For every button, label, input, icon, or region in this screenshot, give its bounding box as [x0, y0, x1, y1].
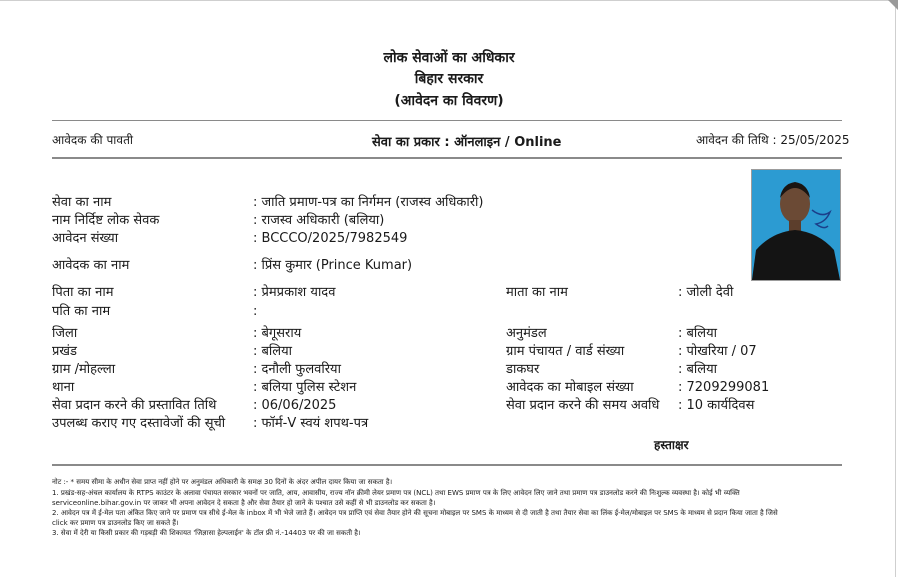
application-no-value: : BCCCO/2025/7982549 — [253, 231, 408, 246]
note-3: 3. सेवा में देरी या किसी प्रकार की गड़बड़ी की शिकायत 'जिज्ञासा हेल्पलाईन' के टॉल फ्री नं.-14403 पर की जा सकती है। — [52, 529, 361, 537]
note-intro: नोट :- * समय सीमा के अधीन सेवा प्राप्त नहीं होने पर अनुमंडल अधिकारी के समक्ष 30 दिनों के अंदर अपील दायर किया जा सकता है। — [52, 478, 393, 486]
service-period-value: : 10 कार्यदिवस — [678, 398, 755, 413]
post-office-value: : बलिया — [678, 362, 718, 377]
service-period-label: सेवा प्रदान करने की समय अवधि — [506, 398, 660, 413]
mother-name-value: : जोली देवी — [678, 285, 734, 300]
page-corner-fold — [888, 0, 898, 10]
note-1-line1: 1. प्रखंड-सह-अंचल कार्यालय के RTPS काउंटर के अलावा पंचायत सरकार भवनों पर जाति, आय, आवासीय, राज्य नॉन क्रीमी लेयर प्रमाण पत्र (NCL) तथा EWS प्रमाण पत्र के लिए आवेदन लिए जाने तथा प्रमाण पत्र डाउनलोड करने की निःशुल्क व्यवस्था है। कोई भी व्यक्ति — [52, 489, 740, 497]
father-name-value: : प्रेमप्रकाश यादव — [253, 285, 336, 300]
police-station-label: थाना — [52, 380, 75, 395]
applicant-photo-image — [752, 170, 840, 280]
husband-name-label: पति का नाम — [52, 304, 111, 319]
header-title-line3: (आवेदन का विवरण) — [394, 93, 504, 109]
note-2-line2: click कर प्रमाण पत्र डाउनलोड किए जा सकते हैं। — [52, 519, 179, 527]
application-no-label: आवेदन संख्या — [52, 231, 119, 246]
block-value: : बलिया — [253, 344, 293, 359]
rule-notes — [52, 464, 842, 466]
applicant-name-value: : प्रिंस कुमार (Prince Kumar) — [253, 258, 413, 273]
application-date: आवेदन की तिथि : 25/05/2025 — [696, 133, 850, 147]
village-value: : दनौली फुलवरिया — [253, 362, 341, 377]
note-2-line1: 2. आवेदन पत्र में ई-मेल पता अंकित किए जाने पर प्रमाण पत्र सीधे ई-मेल के inbox में भी भेजे जाते हैं। आवेदन पत्र प्राप्ति एवं सेवा तैयार होने की सूचना मोबाइल पर SMS के माध्यम से दी जाती है तथा तैयार सेवा का लिंक ई-मेल/मोबाइल पर SMS के माध्यम से प्रदान किया जाता है जिसे — [52, 509, 778, 517]
service-name-label: सेवा का नाम — [52, 195, 112, 210]
signature-label: हस्ताक्षर — [654, 438, 689, 452]
subdivision-value: : बलिया — [678, 326, 718, 341]
proposed-date-value: : 06/06/2025 — [253, 398, 337, 413]
documents-label: उपलब्ध कराए गए दस्तावेजों की सूची — [52, 416, 226, 431]
mobile-value: : 7209299081 — [678, 380, 770, 395]
header-title-line2: बिहार सरकार — [414, 71, 484, 87]
rule-top — [52, 120, 842, 121]
applicant-name-label: आवेदक का नाम — [52, 258, 130, 273]
district-label: जिला — [52, 326, 78, 341]
public-servant-value: : राजस्व अधिकारी (बलिया) — [253, 213, 385, 228]
applicant-photo — [751, 169, 841, 281]
village-label: ग्राम /मोहल्ला — [52, 362, 116, 377]
subdivision-label: अनुमंडल — [506, 326, 547, 341]
header-title-line1: लोक सेवाओं का अधिकार — [383, 50, 515, 66]
mother-name-label: माता का नाम — [506, 285, 568, 300]
district-value: : बेगूसराय — [253, 326, 302, 341]
service-name-value: : जाति प्रमाण-पत्र का निर्गमन (राजस्व अधिकारी) — [253, 195, 484, 210]
husband-name-value: : — [253, 304, 258, 319]
mobile-label: आवेदक का मोबाइल संख्या — [506, 380, 634, 395]
police-station-value: : बलिया पुलिस स्टेशन — [253, 380, 357, 395]
panchayat-value: : पोखरिया / 07 — [678, 344, 757, 359]
receipt-label: आवेदक की पावती — [52, 133, 134, 147]
public-servant-label: नाम निर्दिष्ट लोक सेवक — [52, 213, 160, 228]
post-office-label: डाकघर — [506, 362, 540, 377]
documents-value: : फॉर्म-V स्वयं शपथ-पत्र — [253, 416, 369, 431]
service-type: सेवा का प्रकार : ऑनलाइन / Online — [372, 135, 562, 150]
proposed-date-label: सेवा प्रदान करने की प्रस्तावित तिथि — [52, 398, 217, 413]
block-label: प्रखंड — [52, 344, 77, 359]
father-name-label: पिता का नाम — [52, 285, 114, 300]
note-1-line2: serviceonline.bihar.gov.in पर जाकर भी अपना आवेदन दे सकता है और सेवा तैयार हो जाने के पश्चात उसे कहीं से भी डाउनलोड कर सकता है। — [52, 499, 436, 507]
panchayat-label: ग्राम पंचायत / वार्ड संख्या — [506, 344, 625, 359]
rule-meta — [52, 157, 842, 159]
